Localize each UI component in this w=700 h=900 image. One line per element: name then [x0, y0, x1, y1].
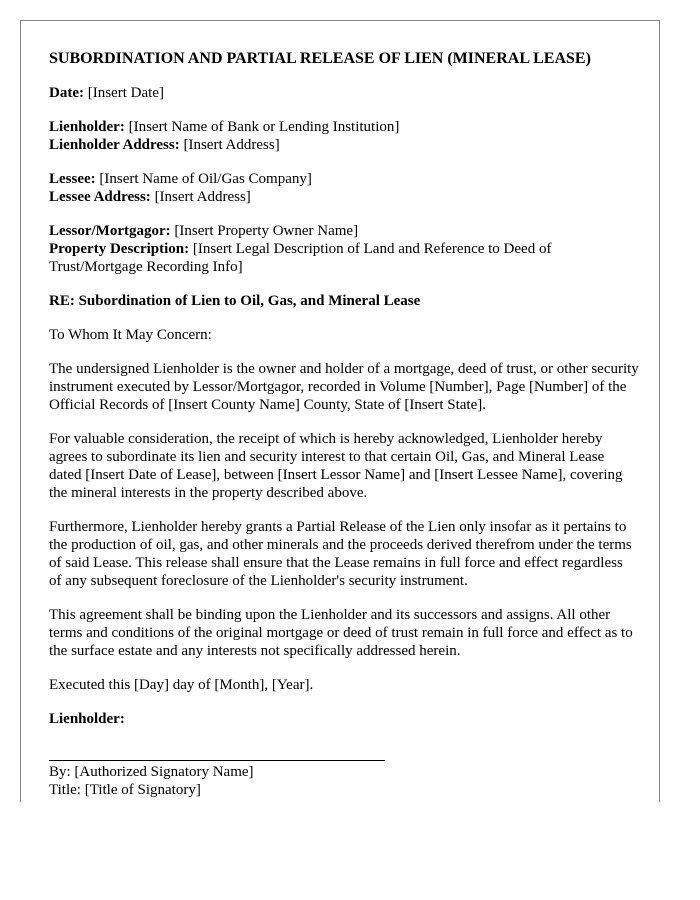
- lessee-address-line: [49, 188, 639, 206]
- property-description-value: [Insert Legal Description of Land and Reference to Deed of Trust/Mortgage Recording Info]: [49, 241, 552, 275]
- lessee-name-line: [49, 170, 639, 188]
- paragraph-subordination: For valuable consideration, the receipt of which is hereby acknowledged, Lienholder hereby agrees to subordinate its lien and security interest to that certain Oil, Gas, and Mineral Lease dated [Insert Date of Lease], between [Insert Lessor Name] and [Insert Lessee Name], covering the mineral interests in the property described above.: [49, 431, 623, 501]
- lessor-block: [49, 222, 639, 276]
- document-body: [49, 49, 639, 799]
- lessee-address-label: Lessee Address:: [49, 189, 151, 205]
- lessee-block: [49, 170, 639, 206]
- paragraph-binding: This agreement shall be binding upon the Lienholder and its successors and assigns. All other terms and conditions of the original mortgage or deed of trust remain in full force and effect as to the surface estate and any interests not specifically addressed herein.: [49, 607, 633, 659]
- lessee-name-value: [Insert Name of Oil/Gas Company]: [95, 171, 312, 187]
- salutation: To Whom It May Concern:: [49, 327, 212, 343]
- document-title: SUBORDINATION AND PARTIAL RELEASE OF LIEN (MINERAL LEASE): [49, 50, 591, 67]
- lienholder-block: [49, 118, 639, 154]
- lessee-name-label: Lessee:: [49, 171, 96, 187]
- paragraph-partial-release: Furthermore, Lienholder hereby grants a Partial Release of the Lien only insofar as it pertains to the production of oil, gas, and other minerals and the proceeds derived therefrom under the terms of said Lease. This release shall ensure that the Lease remains in full force and effect regardless of any subsequent foreclosure of the Lienholder's security instrument.: [49, 519, 632, 589]
- lessor-line: [49, 222, 639, 240]
- lessor-value: [Insert Property Owner Name]: [170, 223, 359, 239]
- lienholder-name-label: Lienholder:: [49, 119, 125, 135]
- lessee-address-value: [Insert Address]: [150, 189, 251, 205]
- signatory-name-line: By: [Authorized Signatory Name]: [49, 764, 254, 780]
- date-value: [Insert Date]: [83, 85, 164, 101]
- signature-line: [49, 760, 385, 761]
- signatory-title-line: Title: [Title of Signatory]: [49, 782, 201, 798]
- lienholder-name-line: [49, 118, 639, 136]
- lienholder-address-value: [Insert Address]: [179, 137, 280, 153]
- lienholder-address-label: Lienholder Address:: [49, 137, 180, 153]
- lessor-label: Lessor/Mortgagor:: [49, 223, 171, 239]
- date-line: [49, 84, 639, 102]
- lienholder-name-value: [Insert Name of Bank or Lending Institution]: [124, 119, 400, 135]
- executed-line: Executed this [Day] day of [Month], [Year].: [49, 677, 314, 693]
- paragraph-ownership: The undersigned Lienholder is the owner and holder of a mortgage, deed of trust, or other security instrument executed by Lessor/Mortgagor, recorded in Volume [Number], Page [Number] of the Official Records of [Insert County Name] County, State of [Insert State].: [49, 361, 639, 413]
- signature-lienholder-label: Lienholder:: [49, 711, 125, 727]
- document-page: [20, 20, 660, 802]
- property-description-line: [49, 240, 639, 276]
- date-block: [49, 84, 639, 102]
- re-line: RE: Subordination of Lien to Oil, Gas, and Mineral Lease: [49, 293, 421, 309]
- date-label: Date:: [49, 85, 84, 101]
- lienholder-address-line: [49, 136, 639, 154]
- property-description-label: Property Description:: [49, 241, 190, 257]
